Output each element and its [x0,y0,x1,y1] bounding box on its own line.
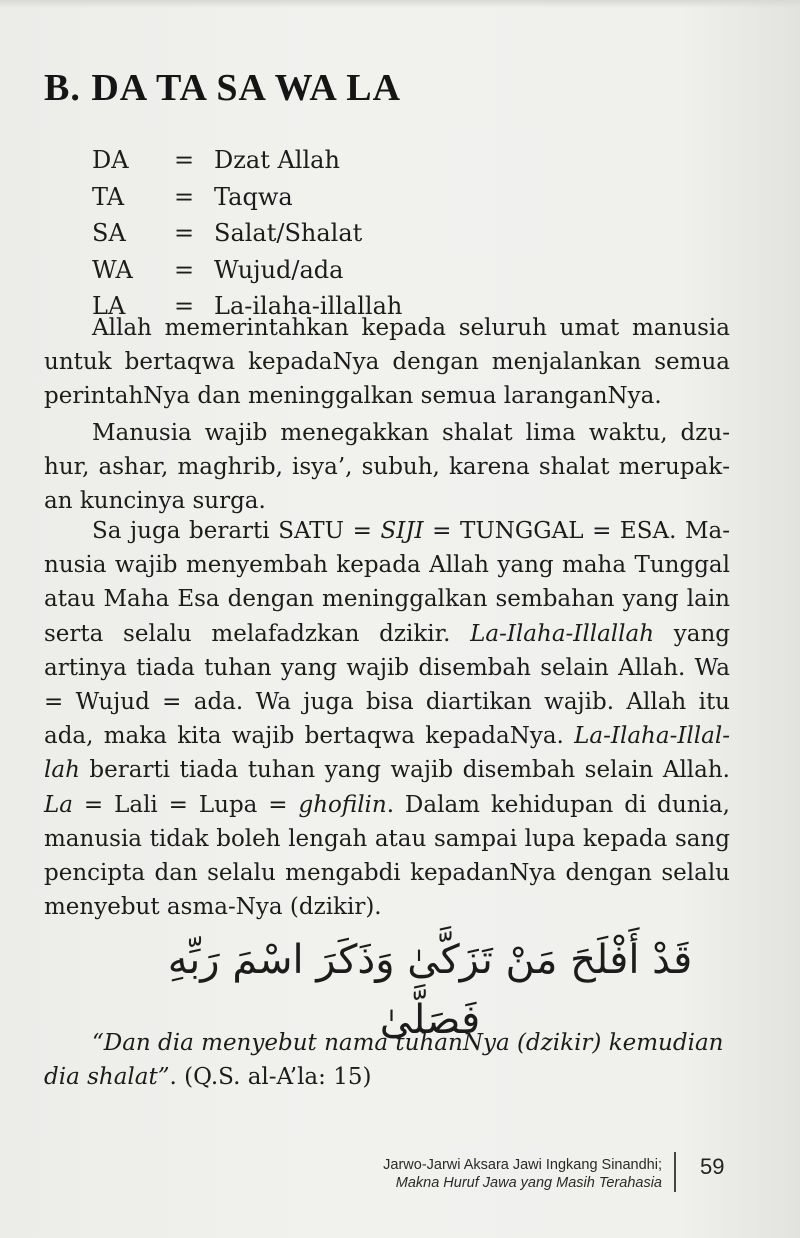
italic-term: La [44,791,73,818]
body-paragraph: Manusia wajib menegakkan shalat lima waktu, dzuhur, ashar, maghrib, isya’, subuh, karena shalat merupakan kuncinya surga. [44,420,730,515]
paragraph-text: = Lali = Lupa = [73,791,299,818]
definition-equals: = [174,219,195,247]
definition-equals: = [174,182,195,211]
italic-term: SIJI [380,518,424,544]
paragraph-text: yang artinya tiada tuhan yang wajib disembah selain Allah. Wa = Wujud = ada. Wa juga bisa diartikan wajib. Allah itu ada, maka kita wajib bertaqwa kepadaNya. [44,620,731,750]
definition-value: Dzat Allah [214,146,340,174]
arabic-verse: قَدْ أَفْلَحَ مَنْ تَزَكَّىٰ وَذَكَرَ اسْمَ رَبِّهِ فَصَلَّىٰ [167,937,693,1043]
section-heading: B. DA TA SA WA LA [44,67,402,109]
definition-equals: = [174,255,195,284]
book-title-line-1: Jarwo-Jarwi Aksara Jawi Ingkang Sinandhi; [383,1157,662,1173]
running-footer-title [383,1156,662,1192]
page-top-shadow [0,0,800,8]
definition-key: TA [92,182,125,211]
paragraph-text: berarti tiada tuhan yang wajib disembah selain Allah. [79,757,730,784]
paragraph-text: . Dalam kehidupan di dunia, manusia tidak boleh lengah atau sampai lupa kepada sang pencipta dan selalu mengabdi kepadanNya dengan selalu menyebut asma-Nya (dzikir). [44,791,730,921]
definition-equals: = [174,292,195,320]
italic-term: La-Ilaha-Illallah [470,620,655,647]
book-title-line-2: Makna Huruf Jawa yang Masih Terahasia [395,1175,662,1191]
definition-value: La-ilaha-illallah [214,292,403,320]
italic-term: La-Ilaha-Illallah [44,723,730,784]
definition-key: DA [92,146,129,174]
definition-value: Wujud/ada [214,255,344,284]
verse-reference: . (Q.S. al-A’la: 15) [169,1064,372,1090]
definition-key: SA [92,219,126,247]
verse-translation [44,1026,730,1094]
definition-value: Salat/Shalat [214,219,363,247]
definition-row [92,252,402,289]
page-number: 59 [700,1154,725,1179]
italic-term: ghofilin [298,791,387,818]
definition-equals: = [174,146,195,174]
acronym-definitions [92,142,402,325]
definition-key: WA [92,255,133,284]
paragraph-text: Sa juga berarti SATU = [92,518,381,544]
definition-key: LA [92,292,126,320]
footer-divider [674,1152,676,1192]
definition-row [92,215,402,252]
translation-text: “Dan dia menyebut nama tuhanNya (dzikir) kemudian dia shalat” [44,1030,724,1090]
definition-row [92,179,402,216]
body-paragraph [44,514,730,924]
paragraph-text: = TUNGGAL = ESA. Manusia wajib menyembah kepada Allah yang maha Tunggal atau Maha Esa dengan meninggalkan sembahan yang lain serta selalu melafadzkan dzikir. [44,518,730,647]
definition-row [92,142,402,179]
body-paragraph: Allah memerintahkan kepada seluruh umat manusia untuk bertaqwa kepadaNya dengan menjalankan semua perintahNya dan meninggalkan semua laranganNya. [44,315,730,410]
definition-value: Taqwa [214,182,293,211]
